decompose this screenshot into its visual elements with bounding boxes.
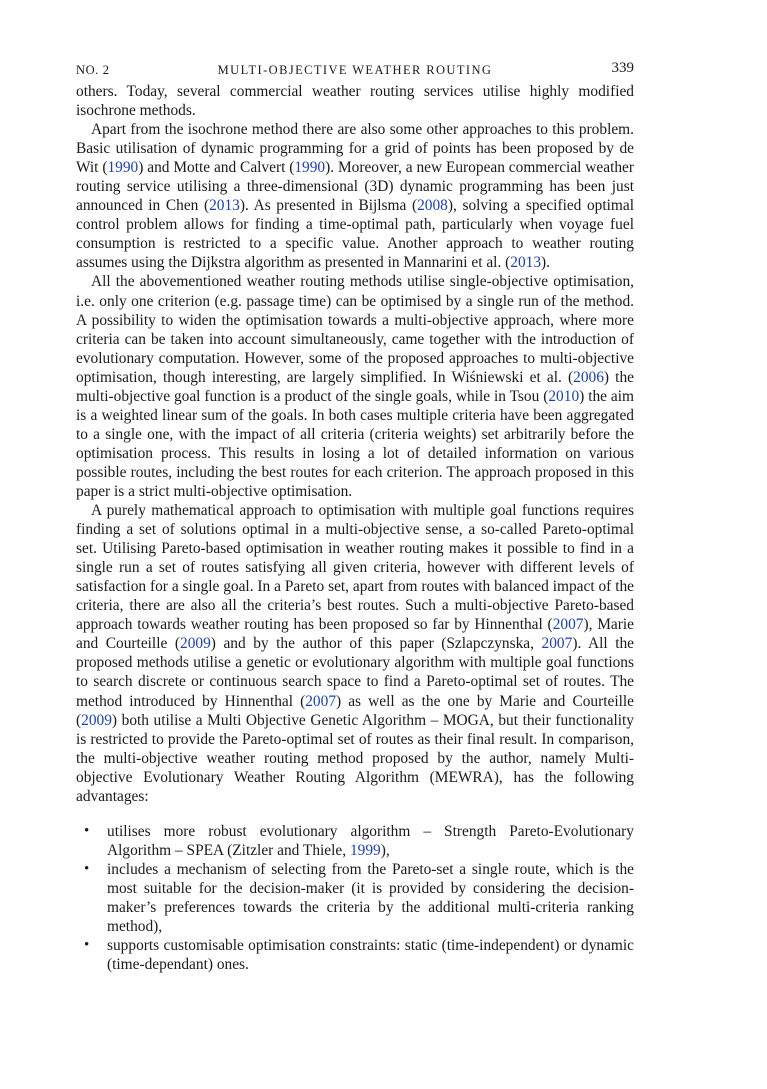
body-text: others. Today, several commercial weather routing services utilise highly modified isochrone methods. xyxy=(76,83,634,120)
body-text: A purely mathematical approach to optimisation with multiple goal functions requires finding a set of solutions optimal in a multi-objective sense, a so-called Pareto-optimal set. Utilising Pareto-based optimisation in weather routing makes it possible to find in a single run a set of routes satisfying all given criteria, however with different levels of satisfaction for a single goal. In a Pareto set, apart from routes with balanced impact of the criteria, there are also all the criteria’s best routes. Such a multi-objective Pareto-based approach towards weather routing has been proposed so far by Hinnenthal ( xyxy=(76,502,634,634)
body-text: utilises more robust evolutionary algorithm – Strength Pareto-Evolutionary Algorithm – SPEA (Zitzler and Thiele, xyxy=(107,822,634,859)
body-text: ) the multi-objective goal function is a product of the single goals, while in Tsou ( xyxy=(76,368,634,405)
citation-link[interactable]: 1990 xyxy=(107,159,139,177)
body-text: ). Moreover, a new European commercial weather routing service utilising a three-dimensional (3D) dynamic programming has been just announced in Chen ( xyxy=(76,159,635,215)
body-text: ), xyxy=(380,841,390,859)
body-text: All the abovementioned weather routing methods utilise single-objective optimisation, i.e. only one criterion (e.g. passage time) can be optimised by a single run of the method. A possibility to widen the optimisation towards a multi-objective approach, where more criteria can be taken into account simultaneously, came together with the introduction of evolutionary computation. However, some of the proposed approaches to multi-objective optimisation, though interesting, are largely simplified. In Wiśniewski et al. ( xyxy=(76,273,634,386)
body-text: ). xyxy=(541,254,551,272)
issue-number: NO. 2 xyxy=(76,63,110,77)
body-text: ). As presented in Bijlsma ( xyxy=(239,197,418,215)
paragraph-single-objective xyxy=(76,272,634,501)
journal-page xyxy=(76,60,634,974)
body-text: ) both utilise a Multi Objective Genetic Algorithm – MOGA, but their functionality is restricted to provide the Pareto-optimal set of routes as their final result. In comparison, the multi-objective weather routing method proposed by the author, namely Multi-objective Evolutionary Weather Routing Algorithm (MEWRA), has the following advantages: xyxy=(76,711,634,805)
citation-link[interactable]: 1990 xyxy=(294,159,326,177)
paragraph-pareto-approach xyxy=(76,501,634,806)
citation-link[interactable]: 2008 xyxy=(417,197,448,215)
citation-link[interactable]: 2007 xyxy=(541,635,573,653)
body-text: ) and by the author of this paper (Szlapczynska, xyxy=(210,635,542,653)
citation-link[interactable]: 1999 xyxy=(349,841,381,859)
citation-link[interactable]: 2009 xyxy=(180,635,211,653)
body-text: ), solving a specified optimal control problem allows for finding a time-optimal path, particularly when voyage fuel consumption is restricted to a specific value. Another approach to weather routing assumes using the Dijkstra algorithm as presented in Mannarini et al. ( xyxy=(76,197,635,272)
citation-link[interactable]: 2007 xyxy=(305,692,337,710)
advantages-list xyxy=(76,822,634,974)
list-item xyxy=(76,936,634,974)
running-title: MULTI-OBJECTIVE WEATHER ROUTING xyxy=(217,63,493,77)
citation-link[interactable]: 2010 xyxy=(548,387,580,405)
body-text: ) and Motte and Calvert ( xyxy=(138,159,295,177)
citation-link[interactable]: 2006 xyxy=(573,368,604,386)
body-text: ) the aim is a weighted linear sum of the goals. In both cases multiple criteria have been aggregated to a single one, with the impact of all criteria (criteria weights) set arbitrarily before the optimisation process. This results in losing a lot of detailed information on various possible routes, including the best routes for each criterion. The approach proposed in this paper is a strict multi-objective optimisation. xyxy=(76,387,634,500)
body-text: supports customisable optimisation constraints: static (time-independent) or dynamic (time-dependant) ones. xyxy=(107,937,634,974)
body-text: ), Marie and Courteille ( xyxy=(76,616,634,653)
citation-link[interactable]: 2013 xyxy=(209,197,240,215)
running-head xyxy=(76,60,634,82)
page-number: 339 xyxy=(611,60,634,76)
list-item xyxy=(76,860,634,936)
body-text: ). All the proposed methods utilise a genetic or evolutionary algorithm with multiple goal functions to search discrete or continuous search space to find a Pareto-optimal set of routes. The method introduced by Hinnenthal ( xyxy=(76,635,634,710)
paragraph-other-approaches xyxy=(76,120,634,272)
list-item xyxy=(76,822,634,860)
body-text: ) as well as the one by Marie and Courteille ( xyxy=(76,692,634,729)
citation-link[interactable]: 2013 xyxy=(510,254,542,272)
body-text: includes a mechanism of selecting from the Pareto-set a single route, which is the most suitable for the decision-maker (it is provided by considering the decision-maker’s preferences towards the criteria by the additional multi-criteria ranking method), xyxy=(107,860,634,936)
paragraph-isochrone-continuation xyxy=(76,82,634,120)
citation-link[interactable]: 2009 xyxy=(81,711,112,729)
citation-link[interactable]: 2007 xyxy=(552,616,584,634)
body-text: Apart from the isochrone method there are also some other approaches to this problem. Basic utilisation of dynamic programming for a grid of points has been proposed by de Wit ( xyxy=(76,121,634,177)
